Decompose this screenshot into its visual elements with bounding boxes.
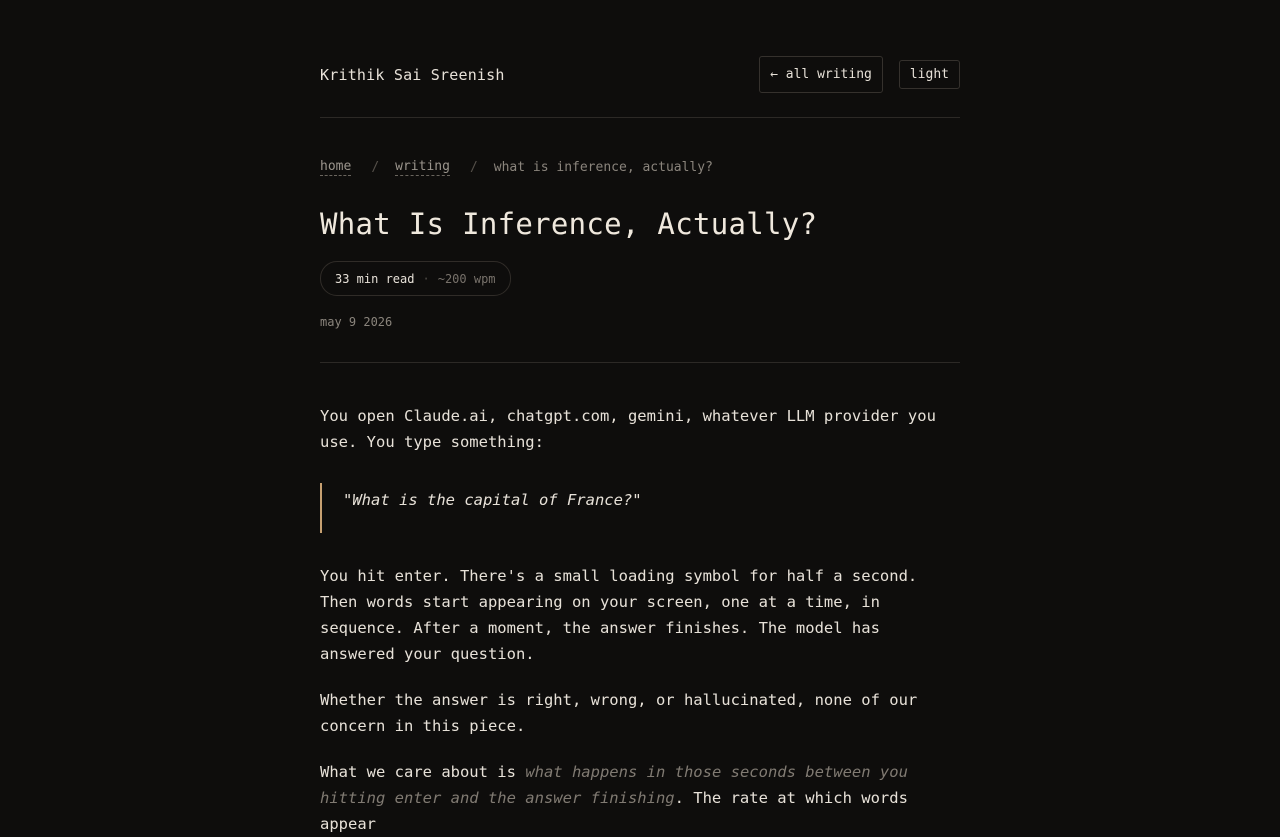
- breadcrumb-home-link[interactable]: home: [320, 159, 352, 174]
- publish-date: may 9 2026: [320, 315, 960, 363]
- theme-toggle-button[interactable]: light: [899, 60, 960, 89]
- article-title: What Is Inference, Actually?: [320, 207, 818, 241]
- paragraph: You open Claude.ai, chatgpt.com, gemini, whatever LLM provider you use. You type something:: [320, 407, 936, 451]
- all-writing-button[interactable]: ← all writing: [759, 56, 883, 93]
- breadcrumb-writing-link[interactable]: writing: [395, 159, 450, 174]
- read-time-badge: [320, 261, 511, 296]
- paragraph-text: . The rate at which words appear: [320, 789, 908, 833]
- page: [320, 0, 960, 837]
- blockquote: "What is the capital of France?": [320, 483, 960, 533]
- read-time-separator: ·: [422, 271, 430, 286]
- paragraph: [320, 759, 960, 837]
- breadcrumb-separator: /: [371, 160, 380, 175]
- read-time: 33 min read: [335, 271, 415, 286]
- emphasis-text: what happens in those seconds between you hitting enter and the answer finishing: [320, 763, 908, 807]
- paragraph: Whether the answer is right, wrong, or hallucinated, none of our concern in this piece.: [320, 691, 918, 735]
- header-actions: [759, 56, 960, 93]
- paragraph-text: What we care about is: [320, 763, 526, 781]
- breadcrumb-separator: /: [469, 160, 478, 175]
- site-header: [320, 56, 960, 118]
- paragraph: You hit enter. There's a small loading symbol for half a second. Then words start appearing on your screen, one at a time, in sequence. After a moment, the answer finishes. The model has answered your question.: [320, 567, 918, 663]
- breadcrumb: [320, 159, 960, 176]
- site-name[interactable]: Krithik Sai Sreenish: [320, 65, 505, 84]
- reading-speed: ~200 wpm: [437, 271, 496, 286]
- article-body: [320, 403, 960, 837]
- breadcrumb-current: what is inference, actually?: [493, 160, 713, 175]
